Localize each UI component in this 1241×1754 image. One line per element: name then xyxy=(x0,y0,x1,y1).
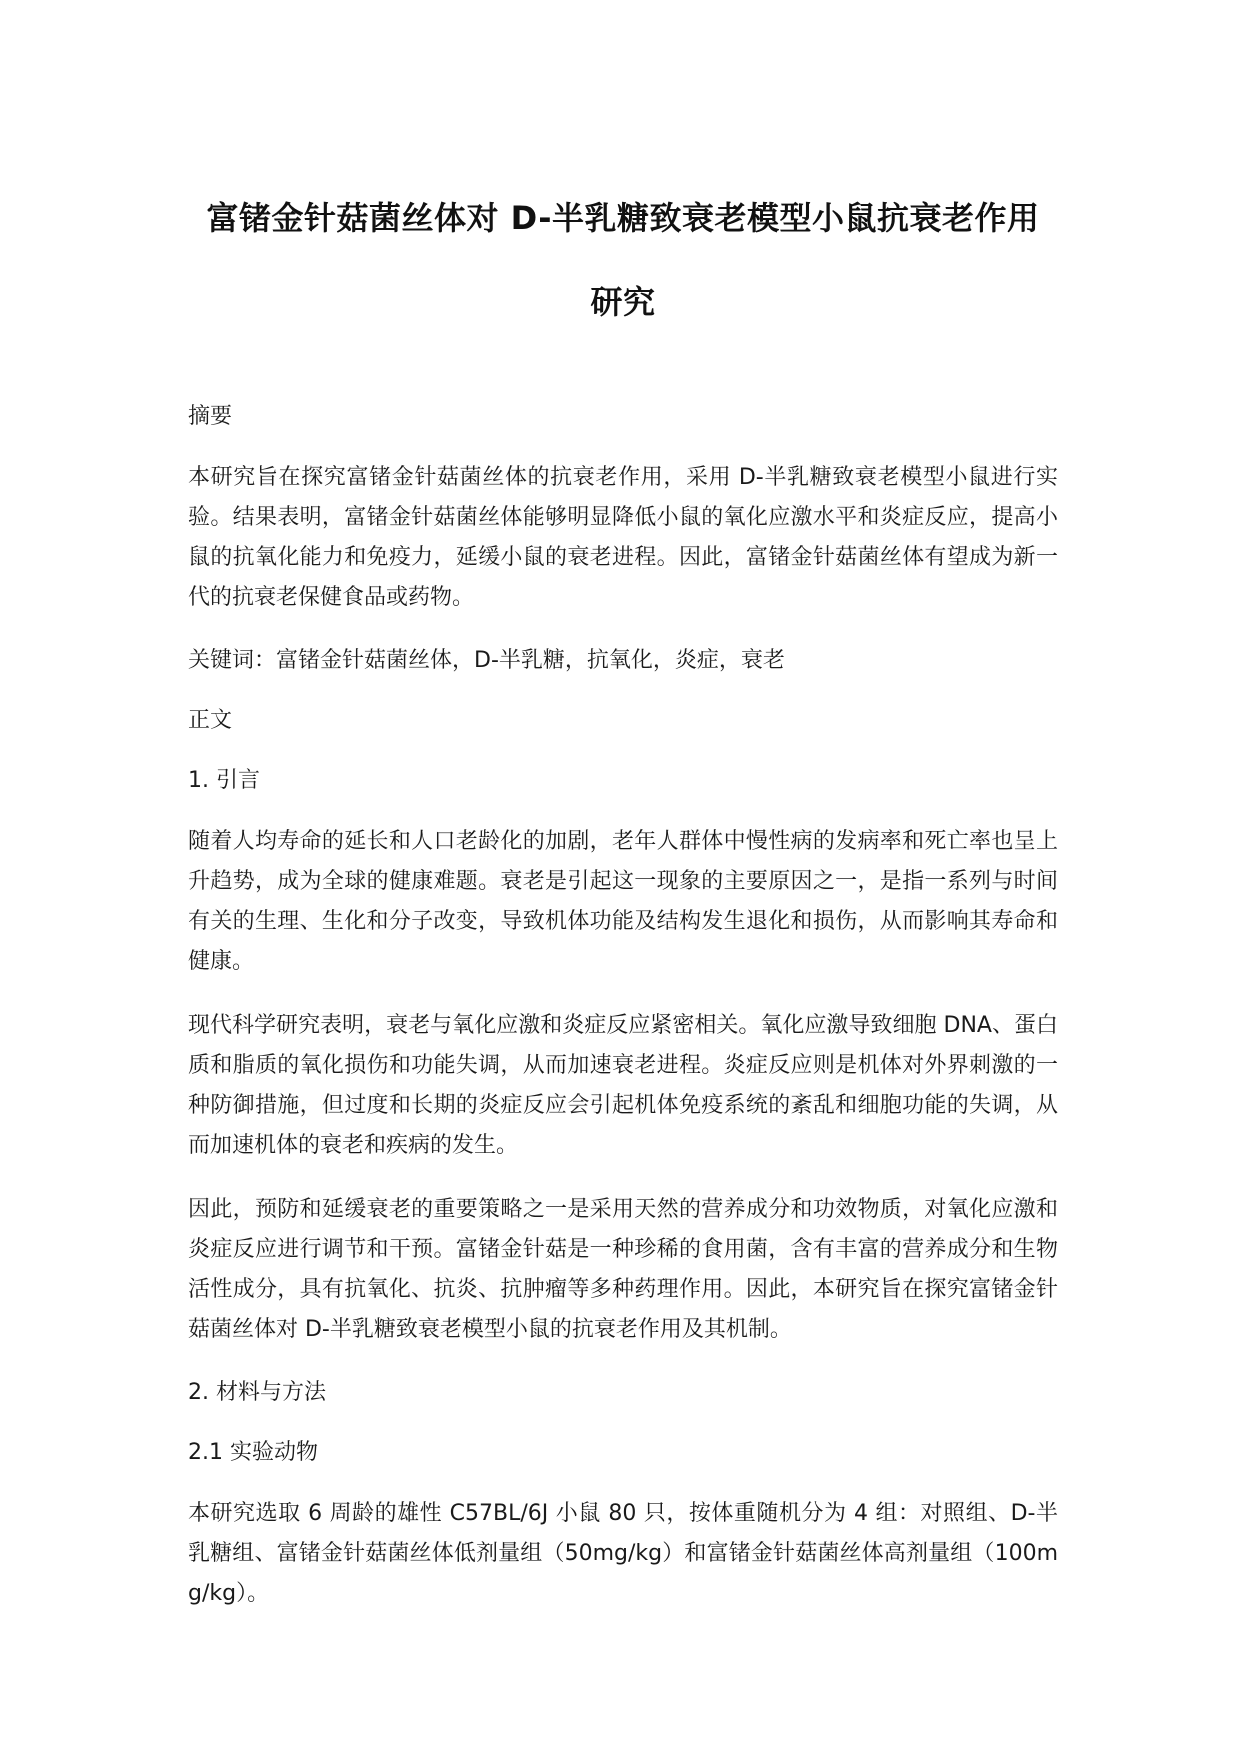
document-content xyxy=(188,176,1058,1638)
subsection-heading-animals: 2.1 实验动物 xyxy=(188,1440,318,1465)
body-heading: 正文 xyxy=(188,708,233,733)
introduction-paragraph-2: 现代科学研究表明，衰老与氧化应激和炎症反应紧密相关。氧化应激导致细胞 DNA、蛋白质和脂质的氧化损伤和功能失调，从而加速衰老进程。炎症反应则是机体对外界刺激的一种防御措施，但过度和长期的炎症反应会引起机体免疫系统的紊乱和细胞功能的失调，从而加速机体的衰老和疾病的发生。 xyxy=(188,1013,1058,1158)
section-heading-introduction: 1. 引言 xyxy=(188,768,260,793)
introduction-paragraph-1: 随着人均寿命的延长和人口老龄化的加剧，老年人群体中慢性病的发病率和死亡率也呈上升趋势，成为全球的健康难题。衰老是引起这一现象的主要原因之一，是指一系列与时间有关的生理、生化和分子改变，导致机体功能及结构发生退化和损伤，从而影响其寿命和健康。 xyxy=(188,829,1058,974)
section-heading-methods: 2. 材料与方法 xyxy=(188,1380,326,1405)
introduction-paragraph-3: 因此，预防和延缓衰老的重要策略之一是采用天然的营养成分和功效物质，对氧化应激和炎症反应进行调节和干预。富锗金针菇是一种珍稀的食用菌，含有丰富的营养成分和生物活性成分，具有抗氧化、抗炎、抗肿瘤等多种药理作用。因此，本研究旨在探究富锗金针菇菌丝体对 D-半乳糖致衰老模型小鼠的抗衰老作用及其机制。 xyxy=(188,1197,1058,1342)
abstract-text: 本研究旨在探究富锗金针菇菌丝体的抗衰老作用，采用 D-半乳糖致衰老模型小鼠进行实验。结果表明，富锗金针菇菌丝体能够明显降低小鼠的氧化应激水平和炎症反应，提高小鼠的抗氧化能力和免疫力，延缓小鼠的衰老进程。因此，富锗金针菇菌丝体有望成为新一代的抗衰老保健食品或药物。 xyxy=(188,465,1058,610)
title-block xyxy=(188,176,1058,344)
abstract-heading: 摘要 xyxy=(188,404,233,429)
paper-title-line-2: 研究 xyxy=(590,283,656,321)
keywords-line: 关键词：富锗金针菇菌丝体，D-半乳糖，抗氧化，炎症，衰老 xyxy=(188,648,785,673)
paper-title-line-1: 富锗金针菇菌丝体对 D-半乳糖致衰老模型小鼠抗衰老作用 xyxy=(206,199,1040,237)
animals-paragraph: 本研究选取 6 周龄的雄性 C57BL/6J 小鼠 80 只，按体重随机分为 4 组：对照组、D-半乳糖组、富锗金针菇菌丝体低剂量组（50mg/kg）和富锗金针菇菌丝体高剂量组（100mg/kg）。 xyxy=(188,1501,1058,1606)
